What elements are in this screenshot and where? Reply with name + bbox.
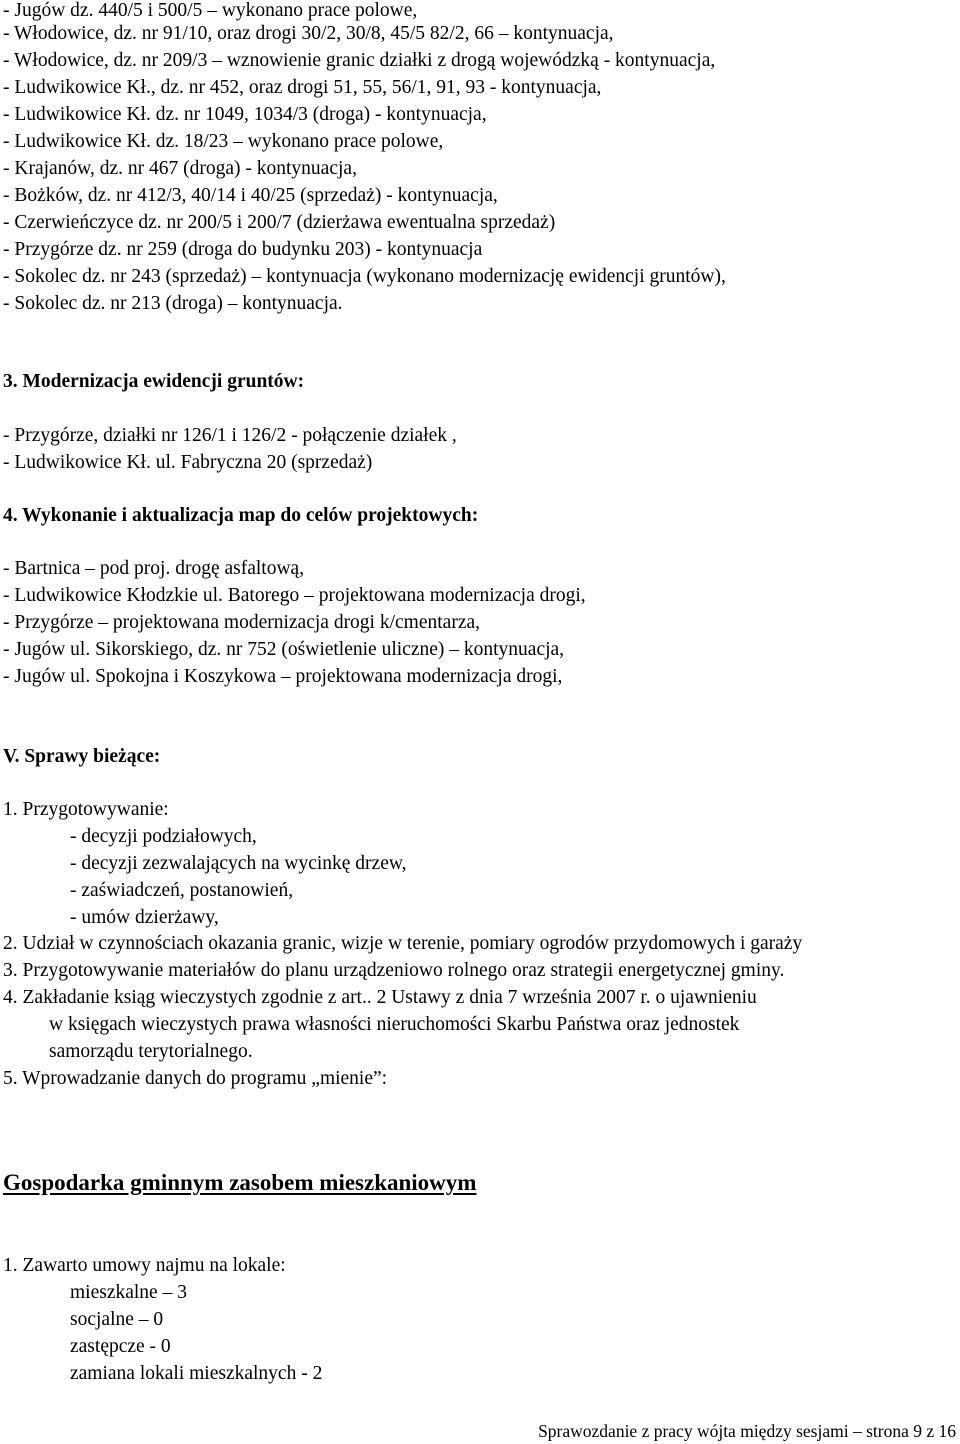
list-item: - Ludwikowice Kł., dz. nr 452, oraz drogi 51, 55, 56/1, 91, 93 - kontynuacja, — [3, 77, 602, 98]
list-item: 4. Zakładanie ksiąg wieczystych zgodnie z art.. 2 Ustawy z dnia 7 września 2007 r. o ujawnieniu — [3, 987, 757, 1008]
sub-list-item: zastępcze - 0 — [70, 1336, 171, 1357]
list-item: - Sokolec dz. nr 213 (droga) – kontynuacja. — [3, 293, 343, 314]
list-item: - Włodowice, dz. nr 209/3 – wznowienie granic działki z drogą wojewódzką - kontynuacja, — [3, 50, 716, 71]
list-item: - Jugów ul. Spokojna i Koszykowa – projektowana modernizacja drogi, — [3, 666, 563, 687]
list-item: - Jugów ul. Sikorskiego, dz. nr 752 (oświetlenie uliczne) – kontynuacja, — [3, 639, 565, 660]
list-item: 3. Przygotowywanie materiałów do planu urządzeniowo rolnego oraz strategii energetycznej gminy. — [3, 960, 785, 981]
list-item: - Włodowice, dz. nr 91/10, oraz drogi 30/2, 30/8, 45/5 82/2, 66 – kontynuacja, — [3, 23, 614, 44]
list-item: - Bożków, dz. nr 412/3, 40/14 i 40/25 (sprzedaż) - kontynuacja, — [3, 185, 498, 206]
list-item: - Czerwieńczyce dz. nr 200/5 i 200/7 (dzierżawa ewentualna sprzedaż) — [3, 212, 556, 233]
list-item: - Przygórze dz. nr 259 (droga do budynku 203) - kontynuacja — [3, 239, 483, 260]
section-heading: 3. Modernizacja ewidencji gruntów: — [3, 371, 305, 392]
list-item-continuation: w księgach wieczystych prawa własności nieruchomości Skarbu Państwa oraz jednostek — [49, 1014, 740, 1035]
list-item: - Ludwikowice Kł. dz. nr 1049, 1034/3 (droga) - kontynuacja, — [3, 104, 487, 125]
list-item-continuation: samorządu terytorialnego. — [49, 1041, 253, 1062]
sub-list-item: zamiana lokali mieszkalnych - 2 — [70, 1363, 323, 1384]
list-item: - Przygórze – projektowana modernizacja drogi k/cmentarza, — [3, 612, 480, 633]
sub-list-item: - zaświadczeń, postanowień, — [70, 880, 294, 901]
list-item: - Ludwikowice Kł. dz. 18/23 – wykonano prace polowe, — [3, 131, 444, 152]
list-item: - Przygórze, działki nr 126/1 i 126/2 - połączenie działek , — [3, 425, 457, 446]
page-footer: Sprawozdanie z pracy wójta między sesjami – strona 9 z 16 — [538, 1421, 956, 1441]
sub-list-item: - decyzji zezwalających na wycinkę drzew, — [70, 853, 407, 874]
list-item: 1. Zawarto umowy najmu na lokale: — [3, 1255, 286, 1276]
section-heading: 4. Wykonanie i aktualizacja map do celów projektowych: — [3, 505, 479, 526]
list-item: - Bartnica – pod proj. drogę asfaltową, — [3, 558, 305, 579]
sub-list-item: mieszkalne – 3 — [70, 1282, 187, 1303]
sub-list-item: - decyzji podziałowych, — [70, 826, 257, 847]
list-item: 1. Przygotowywanie: — [3, 799, 169, 820]
list-item: - Jugów dz. 440/5 i 500/5 – wykonano prace polowe, — [3, 0, 418, 21]
list-item: 5. Wprowadzanie danych do programu „mienie”: — [3, 1068, 388, 1089]
section-title: Gospodarka gminnym zasobem mieszkaniowym — [3, 1170, 477, 1195]
list-item: 2. Udział w czynnościach okazania granic, wizje w terenie, pomiary ogrodów przydomowych i garaży — [3, 933, 803, 954]
list-item: - Sokolec dz. nr 243 (sprzedaż) – kontynuacja (wykonano modernizację ewidencji gruntów), — [3, 266, 726, 287]
sub-list-item: - umów dzierżawy, — [70, 907, 219, 928]
sub-list-item: socjalne – 0 — [70, 1309, 164, 1330]
list-item: - Ludwikowice Kłodzkie ul. Batorego – projektowana modernizacja drogi, — [3, 585, 586, 606]
list-item: - Ludwikowice Kł. ul. Fabryczna 20 (sprzedaż) — [3, 452, 373, 473]
list-item: - Krajanów, dz. nr 467 (droga) - kontynuacja, — [3, 158, 357, 179]
section-heading: V. Sprawy bieżące: — [3, 746, 161, 767]
